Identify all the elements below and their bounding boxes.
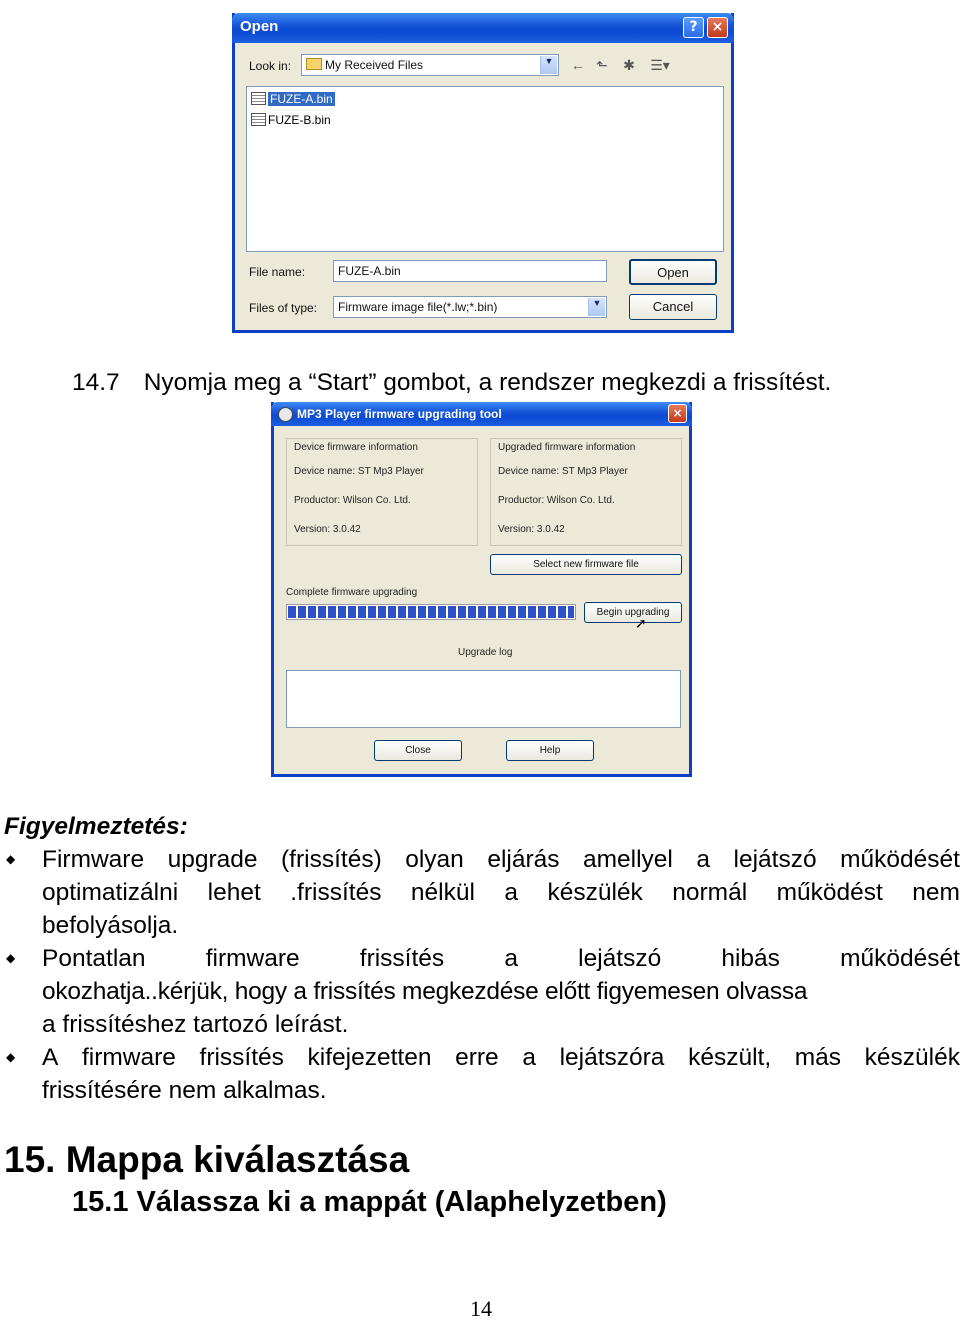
- page-number: 14: [470, 1296, 492, 1321]
- bullet-1-line-1: [42, 843, 960, 876]
- device-name: Device name: ST Mp3 Player: [294, 466, 424, 477]
- warning-heading: Figyelmeztetés:: [4, 813, 188, 840]
- word: készült,: [688, 1044, 772, 1071]
- look-in-value: My Received Files: [325, 58, 424, 72]
- word: a: [504, 945, 518, 972]
- list-item[interactable]: [251, 92, 335, 108]
- device-version: Version: 3.0.42: [294, 524, 361, 535]
- word: működését: [840, 846, 960, 873]
- folder-icon: [306, 58, 322, 70]
- bullet-2-line-3: a frissítéshez tartozó leírást.: [42, 1011, 349, 1038]
- word: kifejezetten: [307, 1044, 432, 1071]
- chevron-down-icon[interactable]: ▼: [540, 56, 557, 74]
- view-menu-icon[interactable]: ☰▾: [650, 57, 670, 73]
- upgrade-dialog-title: MP3 Player firmware upgrading tool: [297, 407, 502, 421]
- look-in-select[interactable]: [301, 54, 559, 76]
- up-folder-icon[interactable]: ⬑: [596, 57, 608, 73]
- word: (frissítés): [281, 846, 382, 873]
- firmware-upgrade-dialog: [271, 402, 692, 777]
- new-folder-icon[interactable]: ✱: [623, 57, 635, 73]
- begin-upgrading-button[interactable]: Begin upgrading: [584, 602, 682, 623]
- bullet-diamond-icon: ◆: [6, 951, 16, 965]
- close-icon[interactable]: ×: [707, 17, 728, 38]
- upgraded-group-title: Upgraded firmware information: [498, 442, 636, 453]
- upgrade-log-label: Upgrade log: [458, 647, 513, 658]
- files-of-type-value: Firmware image file(*.lw;*.bin): [338, 300, 498, 314]
- bullet-3-line-1: [42, 1041, 960, 1074]
- word: készülék: [547, 879, 643, 906]
- word: nem: [912, 879, 960, 906]
- upgrade-log-textarea[interactable]: [286, 670, 681, 728]
- word: lehet: [207, 879, 261, 906]
- open-dialog-titlebar[interactable]: [232, 13, 734, 43]
- word: nélkül: [410, 879, 475, 906]
- mouse-cursor-icon: ➚: [635, 615, 647, 631]
- section-15-1-heading: 15.1 Válassza ki a mappát (Alaphelyzetben): [72, 1186, 667, 1218]
- files-of-type-select[interactable]: [333, 296, 607, 318]
- word: normál: [672, 879, 748, 906]
- bullet-2-line-2: okozhatja..kérjük, hogy a frissítés megkezdése előtt figyemesen olvassa: [42, 978, 808, 1005]
- section-15-heading: 15. Mappa kiválasztása: [4, 1139, 410, 1180]
- bullet-diamond-icon: ◆: [6, 1050, 16, 1064]
- word: a: [696, 846, 711, 873]
- word: amellyel: [583, 846, 673, 873]
- list-item[interactable]: [251, 113, 331, 129]
- device-productor: Productor: Wilson Co. Ltd.: [294, 495, 411, 506]
- upgrade-progress-bar: [286, 604, 576, 620]
- word: a: [504, 879, 519, 906]
- upgraded-version: Version: 3.0.42: [498, 524, 565, 535]
- file-name: FUZE-B.bin: [268, 113, 331, 127]
- chevron-down-icon[interactable]: ▼: [588, 298, 605, 316]
- upgraded-productor: Productor: Wilson Co. Ltd.: [498, 495, 615, 506]
- word: hibás: [721, 945, 780, 972]
- bin-file-icon: [251, 113, 266, 126]
- word: lejátszóra: [559, 1044, 665, 1071]
- open-dialog-title: Open: [240, 18, 279, 35]
- word: működését: [840, 945, 960, 972]
- select-firmware-button[interactable]: Select new firmware file: [490, 554, 682, 575]
- word: a: [522, 1044, 536, 1071]
- word: más: [794, 1044, 842, 1071]
- word: frissítés: [199, 1044, 284, 1071]
- bullet-1-line-3: befolyásolja.: [42, 912, 179, 939]
- app-icon: [278, 407, 293, 422]
- step-text: Nyomja meg a “Start” gombot, a rendszer megkezdi a frissítést.: [143, 369, 832, 396]
- bullet-2-line-1: [42, 942, 960, 975]
- word: erre: [455, 1044, 499, 1071]
- word: optimatizálni: [42, 879, 179, 906]
- bullet-3-line-2: frissítésére nem alkalmas.: [42, 1077, 327, 1104]
- word: Pontatlan: [42, 945, 146, 972]
- word: .frissítés: [290, 879, 382, 906]
- close-icon[interactable]: ×: [668, 404, 687, 423]
- file-name-label: File name:: [249, 265, 306, 279]
- word: frissítés: [359, 945, 445, 972]
- open-button[interactable]: Open: [629, 259, 717, 285]
- bullet-diamond-icon: ◆: [6, 852, 16, 866]
- close-button[interactable]: Close: [374, 740, 462, 761]
- help-icon[interactable]: ?: [683, 17, 704, 38]
- bullet-1-line-2: [42, 876, 960, 909]
- file-name: FUZE-A.bin: [270, 92, 333, 106]
- files-of-type-label: Files of type:: [249, 301, 318, 315]
- file-list[interactable]: [246, 86, 724, 252]
- word: Firmware: [42, 846, 145, 873]
- word: lejátszó: [733, 846, 817, 873]
- bin-file-icon: [251, 92, 266, 105]
- word: eljárás: [487, 846, 560, 873]
- device-group-title: Device firmware information: [294, 442, 418, 453]
- progress-fill: [288, 606, 574, 618]
- cancel-button[interactable]: Cancel: [629, 294, 717, 320]
- word: firmware: [205, 945, 300, 972]
- progress-label: Complete firmware upgrading: [286, 587, 418, 598]
- word: firmware: [81, 1044, 176, 1071]
- word: A: [42, 1044, 59, 1071]
- step-14-7: [72, 366, 831, 399]
- file-name-input[interactable]: FUZE-A.bin: [333, 260, 607, 282]
- word: olyan: [405, 846, 464, 873]
- back-icon[interactable]: ←: [571, 57, 585, 73]
- help-button[interactable]: Help: [506, 740, 594, 761]
- word: lejátszó: [578, 945, 662, 972]
- upgrade-dialog-titlebar[interactable]: [271, 402, 692, 426]
- word: működést: [776, 879, 883, 906]
- upgraded-name: Device name: ST Mp3 Player: [498, 466, 628, 477]
- word: upgrade: [167, 846, 258, 873]
- open-file-dialog: [232, 13, 734, 333]
- look-in-label: Look in:: [249, 59, 292, 73]
- word: készülék: [864, 1044, 960, 1071]
- step-number: 14.7: [72, 369, 120, 396]
